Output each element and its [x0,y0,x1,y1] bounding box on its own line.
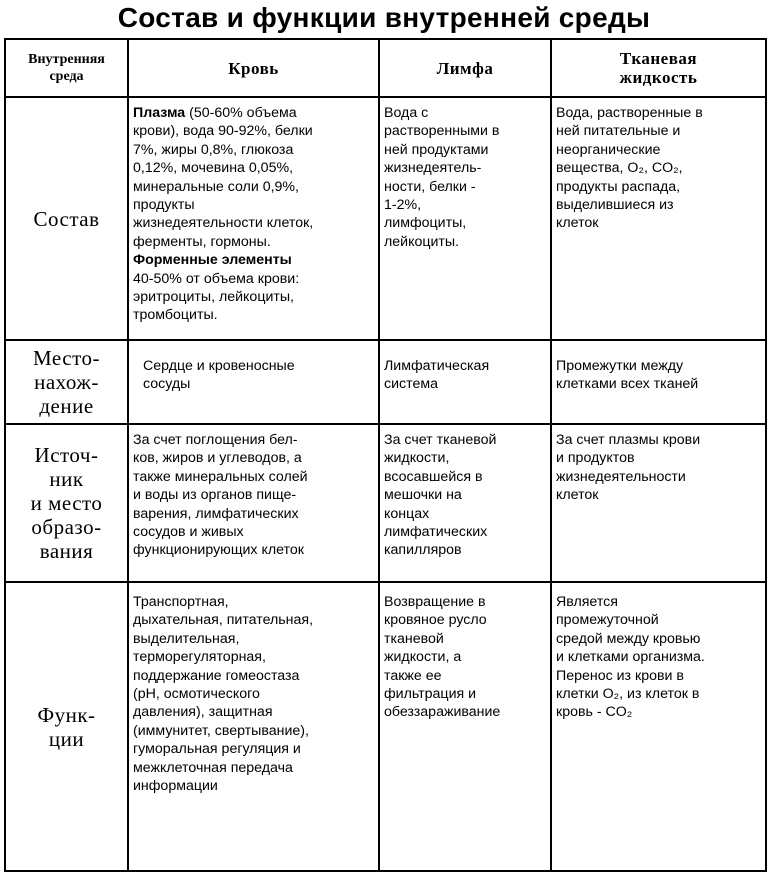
cell-line: сосуды [143,376,191,393]
cell-functions-blood [128,582,379,871]
cell-line: продукты [133,197,195,214]
plasma-line [133,104,375,122]
label-line: нахож- [34,370,99,394]
cell-line: (pH, осмотического [133,686,260,703]
cell-line: 1-2%, [384,197,422,214]
cell-line: ферменты, гормоны. [133,233,271,250]
cell-line: лимфоциты, [384,215,467,232]
cell-line: обеззараживание [384,704,501,721]
cell-line: фильтрация и [384,686,477,703]
table-row-composition [5,97,766,340]
table-row-functions [5,582,766,871]
cell-line: выделившиеся из [556,197,674,214]
cell-line: также ее [384,667,442,684]
plasma-title: Плазма [133,105,186,121]
label-line: ник [49,467,84,491]
header-lymph: Лимфа [379,39,551,97]
row-label-functions [5,582,128,871]
cell-line: функционирующих клеток [133,542,304,559]
header-line: среда [49,69,84,84]
cell-line: минеральные соли 0,9%, [133,178,299,195]
cell-line: клеток [556,487,599,504]
cell-line: клетки O₂, из клеток в [556,686,700,703]
plasma-text: (50-60% объема [185,105,297,121]
cell-line: За счет тканевой [384,432,497,448]
cell-line: лимфатических [384,524,488,541]
cell-line: всосавшейся в [384,468,483,485]
cell-line: 7%, жиры 0,8%, глюкоза [133,141,294,158]
cell-line: дыхательная, питательная, [133,612,314,629]
cell-line: клетками всех тканей [556,376,699,393]
cell-functions-lymph [379,582,551,871]
cell-line: Лимфатическая [384,358,490,374]
cell-line: неорганические [556,141,661,158]
cell-line: варения, лимфатических [133,505,299,522]
page-title: Состав и функции внутренней среды [117,2,651,33]
cell-line: Промежутки между [556,358,684,374]
composition-table [4,38,767,872]
cell-line: тканевой [384,630,444,647]
cell-line: растворенными в [384,123,500,140]
header-blood: Кровь [128,39,379,97]
cell-line: жидкости, [384,450,450,467]
cell-line: средой между кровью [556,630,701,647]
cell-line: клеток [556,215,599,232]
cell-line: Возвращение в [384,594,486,610]
cell-line: информации [133,778,218,795]
label-line: образо- [31,515,102,539]
cell-composition-blood [128,97,379,340]
cell-line: (иммунитет, свертывание), [133,722,309,739]
cell-source-lymph [379,424,551,582]
cell-line: ков, жиров и углеводов, а [133,450,302,467]
cell-composition-lymph [379,97,551,340]
cell-line: эритроциты, лейкоциты, [133,289,295,306]
cell-line: 40-50% от объема крови: [133,270,300,287]
cell-line: вещества, O₂, CO₂, [556,160,683,177]
header-row [5,39,766,97]
cell-line: сосудов и живых [133,524,244,541]
cell-line: ности, белки - [384,178,476,195]
cell-line: тромбоциты. [133,307,218,324]
header-line: Тканевая [619,49,698,68]
cell-line: жидкости, а [384,649,462,666]
cell-location-lymph [379,340,551,424]
label-line: Функ- [37,702,96,727]
cell-line: Является [556,594,618,610]
cell-line: Перенос из крови в [556,667,684,684]
cell-line: промежуточной [556,612,659,629]
cell-line: крови), вода 90-92%, белки [133,123,313,140]
cell-line: и продуктов [556,450,635,467]
header-tissue-fluid [551,39,766,97]
cell-line: Вода с [384,105,429,121]
cell-line: система [384,376,438,393]
cell-line: Сердце и кровеносные [143,358,295,374]
label-line: и место [30,491,103,515]
cell-line: жизнедеятель- [384,160,482,177]
cell-line: За счет плазмы крови [556,432,701,448]
cell-line: давления), защитная [133,704,273,721]
row-label-composition: Состав [5,97,128,340]
cell-line: Транспортная, [133,594,229,610]
header-internal-environment [5,39,128,97]
cell-line: 0,12%, мочевина 0,05%, [133,160,294,177]
cell-line: кровяное русло [384,612,487,629]
cell-line: и воды из органов пище- [133,487,297,504]
label-line: Источ- [34,443,99,467]
cell-line: выделительная, [133,630,240,647]
cell-line: жизнедеятельности клеток, [133,215,314,232]
label-line: вания [39,539,94,563]
cell-line: продукты распада, [556,178,681,195]
cell-line: мешочки на [384,487,462,504]
cell-line: кровь - CO₂ [556,704,633,721]
cell-composition-tissue [551,97,766,340]
cell-source-blood [128,424,379,582]
cell-line: также минеральных солей [133,468,308,485]
cell-line: межклеточная передача [133,759,293,776]
cell-line: жизнедеятельности [556,468,686,485]
cell-line: капилляров [384,542,462,559]
cell-location-tissue [551,340,766,424]
cell-line: ней питательные и [556,123,681,140]
label-line: дение [39,394,94,418]
cell-line: и клетками организма. [556,649,705,666]
cell-line: гуморальная регуляция и [133,741,301,758]
cell-source-tissue [551,424,766,582]
row-label-source [5,424,128,582]
cell-line: Вода, растворенные в [556,105,703,121]
cell-functions-tissue [551,582,766,871]
formed-elements-title: Форменные элементы [133,252,292,269]
cell-line: поддержание гомеостаза [133,667,300,684]
cell-line: концах [384,505,430,522]
header-line: жидкость [619,68,698,87]
cell-line: лейкоциты. [384,233,460,250]
cell-line: За счет поглощения бел- [133,432,298,448]
label-line: ции [48,726,85,751]
table-row-location [5,340,766,424]
cell-line: ней продуктами [384,141,489,158]
cell-location-blood [128,340,379,424]
row-label-location [5,340,128,424]
label-line: Место- [33,346,100,370]
table-row-source [5,424,766,582]
header-line: Внутренняя [28,52,105,67]
cell-line: терморегуляторная, [133,649,266,666]
